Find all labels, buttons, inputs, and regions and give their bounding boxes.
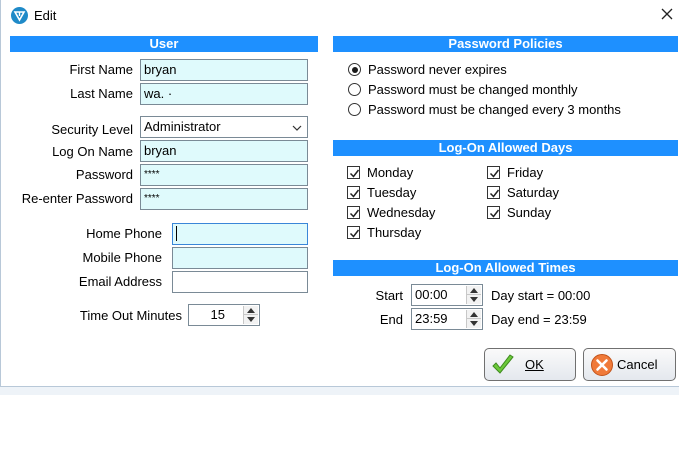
- checkbox[interactable]: [347, 226, 360, 239]
- checkbox[interactable]: [487, 166, 500, 179]
- start-time-spinner[interactable]: [411, 284, 483, 306]
- checkbox-sunday[interactable]: Sunday: [487, 204, 607, 222]
- checkbox-monday[interactable]: Monday: [347, 164, 467, 182]
- first-name-label: First Name: [69, 62, 133, 77]
- radio-change-every-3-months[interactable]: Password must be changed every 3 months: [348, 101, 648, 119]
- arrow-down-icon: [470, 321, 478, 326]
- arrow-up-icon: [470, 312, 478, 317]
- checkmark-icon: [349, 228, 360, 239]
- log-on-name-field[interactable]: bryan: [140, 140, 308, 162]
- checkmark-icon: [489, 188, 500, 199]
- checkmark-icon: [489, 208, 500, 219]
- checkbox-wednesday[interactable]: Wednesday: [347, 204, 467, 222]
- spin-up-button[interactable]: [467, 310, 481, 319]
- app-icon: [11, 7, 28, 24]
- day-end-hint: Day end = 23:59: [491, 312, 587, 327]
- email-address-label: Email Address: [78, 274, 162, 289]
- spin-down-button[interactable]: [467, 319, 481, 328]
- security-level-label: Security Level: [51, 122, 133, 137]
- log-on-name-label: Log On Name: [52, 144, 133, 159]
- checkbox-thursday[interactable]: Thursday: [347, 224, 467, 242]
- mobile-phone-field[interactable]: [172, 247, 308, 269]
- arrow-down-icon: [247, 317, 255, 322]
- radio-change-monthly[interactable]: Password must be changed monthly: [348, 81, 648, 99]
- password-field[interactable]: ****: [140, 164, 308, 186]
- background-strip: [0, 387, 679, 395]
- checkbox[interactable]: [347, 206, 360, 219]
- checkmark-icon: [491, 353, 515, 377]
- password-policies-header: Password Policies: [333, 36, 678, 52]
- radio-button[interactable]: [348, 103, 361, 116]
- cancel-button[interactable]: [583, 348, 676, 381]
- close-icon: [661, 8, 673, 20]
- checkbox[interactable]: [347, 166, 360, 179]
- radio-button[interactable]: [348, 63, 361, 76]
- checkbox[interactable]: [487, 186, 500, 199]
- security-level-value: Administrator: [144, 119, 221, 134]
- arrow-up-icon: [470, 288, 478, 293]
- spin-down-button[interactable]: [244, 315, 258, 324]
- spin-up-button[interactable]: [467, 286, 481, 295]
- window-title: Edit: [34, 8, 57, 23]
- arrow-down-icon: [470, 297, 478, 302]
- reenter-password-field[interactable]: ****: [140, 188, 308, 210]
- timeout-minutes-value: 15: [210, 307, 225, 322]
- end-time-value: 23:59: [415, 311, 448, 326]
- close-button[interactable]: [657, 3, 677, 25]
- security-level-select[interactable]: [140, 116, 308, 138]
- arrow-up-icon: [247, 308, 255, 313]
- radio-button[interactable]: [348, 83, 361, 96]
- checkbox-friday[interactable]: Friday: [487, 164, 607, 182]
- checkbox[interactable]: [487, 206, 500, 219]
- checkmark-icon: [349, 168, 360, 179]
- logon-days-header: Log-On Allowed Days: [333, 140, 678, 156]
- last-name-label: Last Name: [70, 86, 133, 101]
- text-caret: [176, 226, 177, 241]
- checkmark-icon: [489, 168, 500, 179]
- password-label: Password: [75, 167, 133, 182]
- end-time-spinner[interactable]: [411, 308, 483, 330]
- chevron-down-icon: [292, 125, 302, 131]
- cancel-label: Cancel: [617, 357, 658, 372]
- user-section-header: User: [10, 36, 318, 52]
- checkmark-icon: [349, 188, 360, 199]
- checkbox[interactable]: [347, 186, 360, 199]
- day-start-hint: Day start = 00:00: [491, 288, 591, 303]
- reenter-password-label: Re-enter Password: [21, 191, 133, 206]
- end-time-label: End: [379, 312, 403, 327]
- ok-button[interactable]: [484, 348, 576, 381]
- timeout-minutes-spinner[interactable]: [188, 304, 260, 326]
- spin-up-button[interactable]: [244, 306, 258, 315]
- home-phone-field[interactable]: [172, 223, 308, 245]
- start-time-label: Start: [375, 288, 403, 303]
- spin-down-button[interactable]: [467, 295, 481, 304]
- timeout-minutes-label: Time Out Minutes: [79, 308, 182, 323]
- checkmark-icon: [349, 208, 360, 219]
- start-time-value: 00:00: [415, 287, 448, 302]
- radio-never-expires[interactable]: Password never expires: [348, 61, 648, 79]
- last-name-field[interactable]: wa. ·: [140, 83, 308, 105]
- mobile-phone-label: Mobile Phone: [82, 250, 162, 265]
- home-phone-label: Home Phone: [86, 226, 162, 241]
- cancel-icon: [590, 353, 614, 377]
- checkbox-saturday[interactable]: Saturday: [487, 184, 607, 202]
- email-address-field[interactable]: [172, 271, 308, 293]
- logon-times-header: Log-On Allowed Times: [333, 260, 678, 276]
- checkbox-tuesday[interactable]: Tuesday: [347, 184, 467, 202]
- first-name-field[interactable]: bryan: [140, 59, 308, 81]
- ok-label: OK: [525, 357, 544, 372]
